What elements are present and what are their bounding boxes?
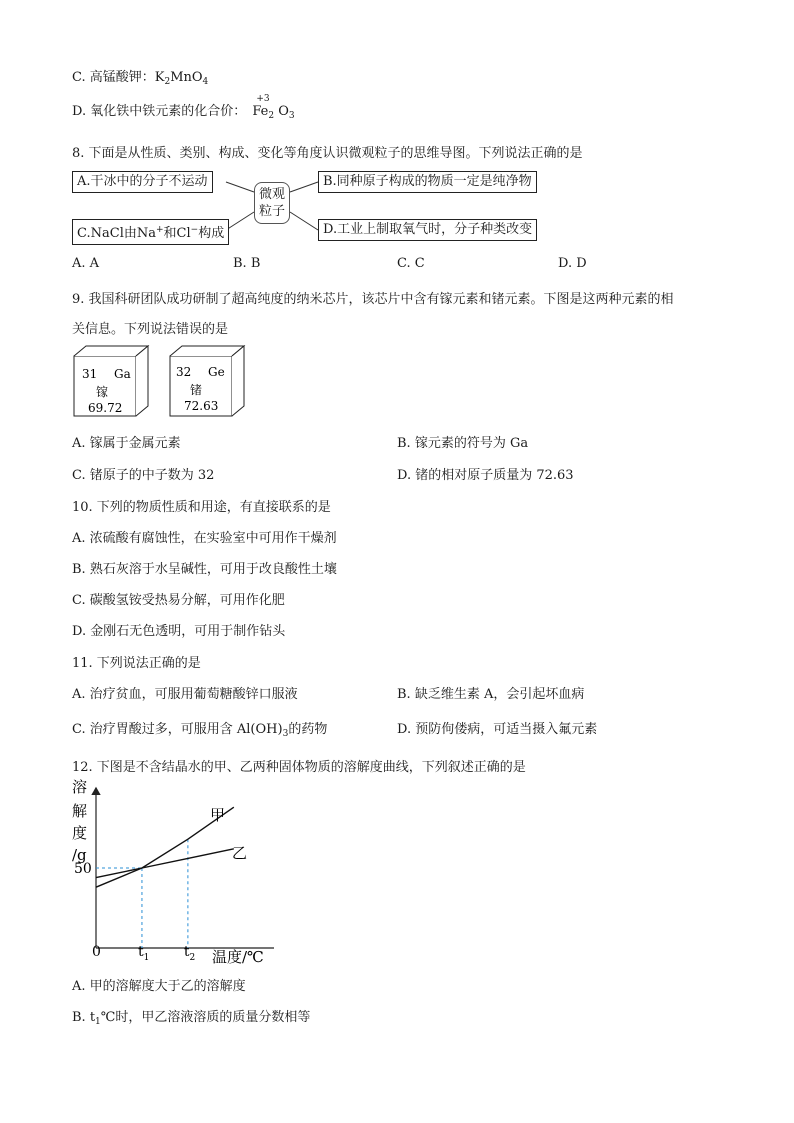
ylabel-char-1: 溶 [72, 778, 88, 796]
q7-option-d: D. 氧化铁中铁元素的化合价： +3 $Fe_2$ $O_3$ [72, 94, 295, 121]
x-tick-t1: $t_1$ [137, 944, 150, 963]
q8-choice-b: B. B [233, 256, 261, 271]
q10-option-a: A. 浓硫酸有腐蚀性，在实验室中可用作干燥剂 [72, 531, 337, 546]
q9-option-a: A. 镓属于金属元素 [72, 436, 181, 451]
q8-choice-c: C. C [397, 256, 425, 271]
mindmap-center: 微观 粒子 [254, 182, 290, 224]
q8-choice-a: A. A [72, 256, 100, 271]
q9-option-b: B. 镓元素的符号为 Ga [397, 436, 529, 451]
mindmap-box-c: C.NaCl由Na+和Cl−构成 [72, 219, 229, 245]
q7-option-c: C. 高锰酸钾：$K_2MnO_4$ [72, 70, 209, 87]
q8-choice-d: D. D [558, 256, 587, 271]
q11-stem: 11. 下列说法正确的是 [72, 656, 201, 671]
q10-option-c: C. 碳酸氢铵受热易分解，可用作化肥 [72, 593, 285, 608]
mindmap-box-d: D.工业上制取氧气时，分子种类改变 [318, 219, 537, 241]
x-tick-t2: $t_2$ [183, 944, 196, 963]
ga-number: 31 [82, 367, 98, 381]
q11-option-c: C. 治疗胃酸过多，可服用含 $Al(OH)_3$的药物 [72, 722, 328, 739]
q8-stem: 8. 下面是从性质、类别、构成、变化等角度认识微观粒子的思维导图。下列说法正确的是 [72, 146, 583, 161]
element-cards [68, 344, 258, 422]
ge-symbol: Ge [208, 365, 225, 379]
q10-stem: 10. 下列的物质性质和用途，有直接联系的是 [72, 500, 331, 515]
element-card-ge [170, 346, 244, 416]
ga-name: 镓 [96, 385, 109, 399]
q9-stem-line1: 9. 我国科研团队成功研制了超高纯度的纳米芯片，该芯片中含有镓元素和锗元素。下图是这两种元素的相 [72, 292, 674, 307]
q12-option-b: B. $t_1℃$时，甲乙溶液溶质的质量分数相等 [72, 1010, 311, 1027]
q12-option-a: A. 甲的溶解度大于乙的溶解度 [72, 979, 246, 994]
element-card-ga [74, 346, 148, 416]
origin-label: 0 [92, 944, 101, 960]
q11-option-a: A. 治疗贫血，可服用葡萄糖酸锌口服液 [72, 687, 298, 702]
valence-label: +3 [256, 94, 270, 104]
ga-mass: 69.72 [88, 401, 123, 415]
mindmap-box-a: A.干冰中的分子不运动 [72, 171, 213, 193]
ylabel-char-4: /g [72, 846, 87, 864]
q11-option-b: B. 缺乏维生素 A，会引起坏血病 [397, 687, 585, 702]
q10-option-b: B. 熟石灰溶于水呈碱性，可用于改良酸性土壤 [72, 562, 337, 577]
q9-option-c: C. 锗原子的中子数为 32 [72, 468, 215, 483]
solubility-chart [66, 778, 286, 970]
q9-stem-line2: 关信息。下列说法错误的是 [72, 322, 229, 337]
xlabel: 温度/℃ [212, 948, 264, 966]
ge-mass: 72.63 [184, 399, 219, 413]
ge-name: 锗 [190, 383, 203, 397]
ylabel-char-3: 度 [72, 824, 88, 842]
q10-option-d: D. 金刚石无色透明，可用于制作钻头 [72, 624, 286, 639]
mindmap-box-b: B.同种原子构成的物质一定是纯净物 [318, 171, 537, 193]
q9-option-d: D. 锗的相对原子质量为 72.63 [397, 468, 574, 483]
q11-option-d: D. 预防佝偻病，可适当摄入氟元素 [397, 722, 598, 737]
ylabel-char-2: 解 [72, 802, 88, 820]
series-label-jia: 甲 [210, 806, 226, 824]
ga-symbol: Ga [114, 367, 131, 381]
q12-stem: 12. 下图是不含结晶水的甲、乙两种固体物质的溶解度曲线，下列叙述正确的是 [72, 760, 526, 775]
ge-number: 32 [176, 365, 192, 379]
y-tick-50: 50 [74, 861, 92, 877]
guide-lines [96, 839, 188, 948]
series-label-yi: 乙 [232, 844, 248, 862]
